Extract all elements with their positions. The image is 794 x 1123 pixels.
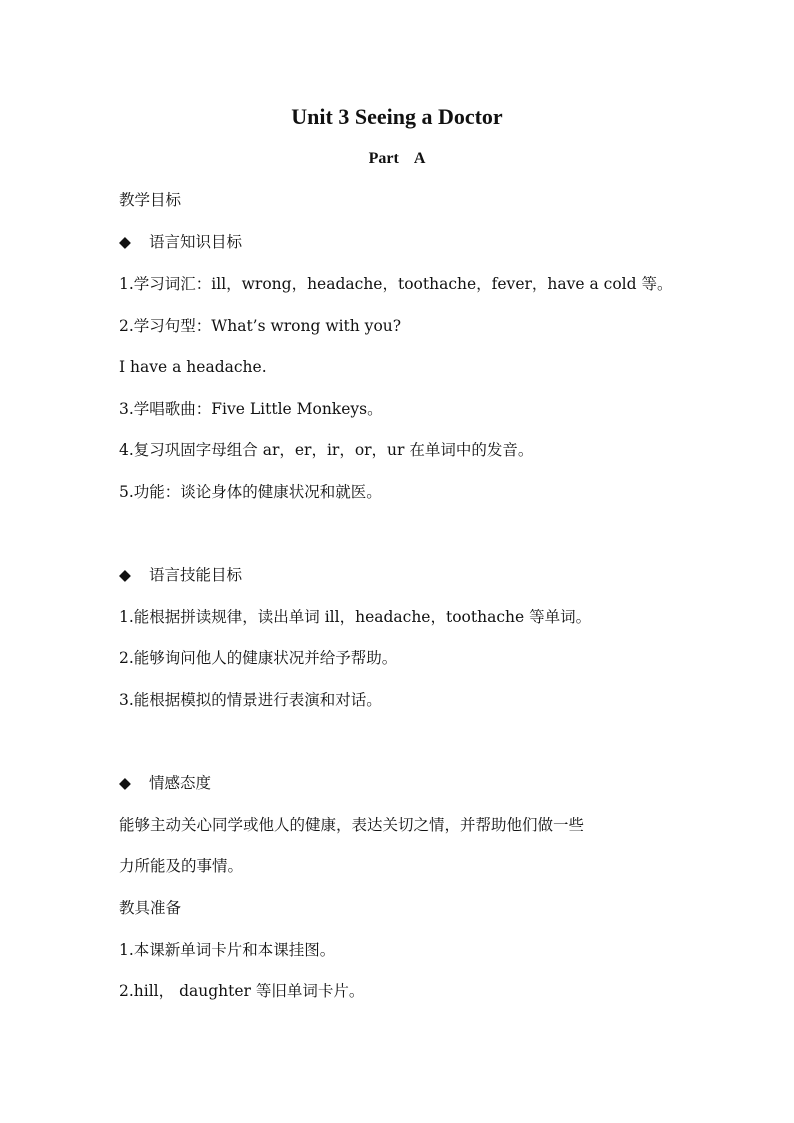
skills-heading <box>119 564 719 586</box>
section-heading-objectives: 教学目标 <box>119 191 182 209</box>
attitude-heading-text: 情感态度 <box>149 774 212 792</box>
materials-item: 2.hill， daughter 等旧单词卡片。 <box>119 982 365 1000</box>
attitude-paragraph-line: 力所能及的事情。 <box>119 857 244 875</box>
document-subtitle: Part A <box>368 150 426 167</box>
diamond-bullet-icon: ◆ <box>119 233 131 251</box>
materials-item: 1.本课新单词卡片和本课挂图。 <box>119 941 336 959</box>
knowledge-item: 3.学唱歌曲：Five Little Monkeys。 <box>119 400 383 418</box>
skills-item: 2.能够询问他人的健康状况并给予帮助。 <box>119 649 398 667</box>
document-title: Unit 3 Seeing a Doctor <box>291 104 503 129</box>
knowledge-heading-text: 语言知识目标 <box>149 233 243 251</box>
attitude-heading <box>119 772 719 794</box>
skills-heading-text: 语言技能目标 <box>149 566 243 584</box>
knowledge-item: 4.复习巩固字母组合 ar，er，ir，or，ur 在单词中的发音。 <box>119 441 534 459</box>
attitude-paragraph-line: 能够主动关心同学或他人的健康，表达关切之情，并帮助他们做一些 <box>119 816 585 834</box>
diamond-bullet-icon: ◆ <box>119 566 131 584</box>
knowledge-item: 5.功能：谈论身体的健康状况和就医。 <box>119 483 382 501</box>
skills-item: 3.能根据模拟的情景进行表演和对话。 <box>119 691 382 709</box>
skills-item: 1.能根据拼读规律，读出单词 ill，headache，toothache 等单词。 <box>119 608 592 626</box>
knowledge-item: 2.学习句型：What’s wrong with you? <box>119 317 402 335</box>
knowledge-item: 1.学习词汇：ill，wrong，headache，toothache，fever，have a cold 等。 <box>119 275 673 293</box>
section-heading-materials: 教具准备 <box>119 899 182 917</box>
diamond-bullet-icon: ◆ <box>119 774 131 792</box>
knowledge-item: I have a headache. <box>119 358 267 376</box>
knowledge-heading <box>119 231 719 253</box>
